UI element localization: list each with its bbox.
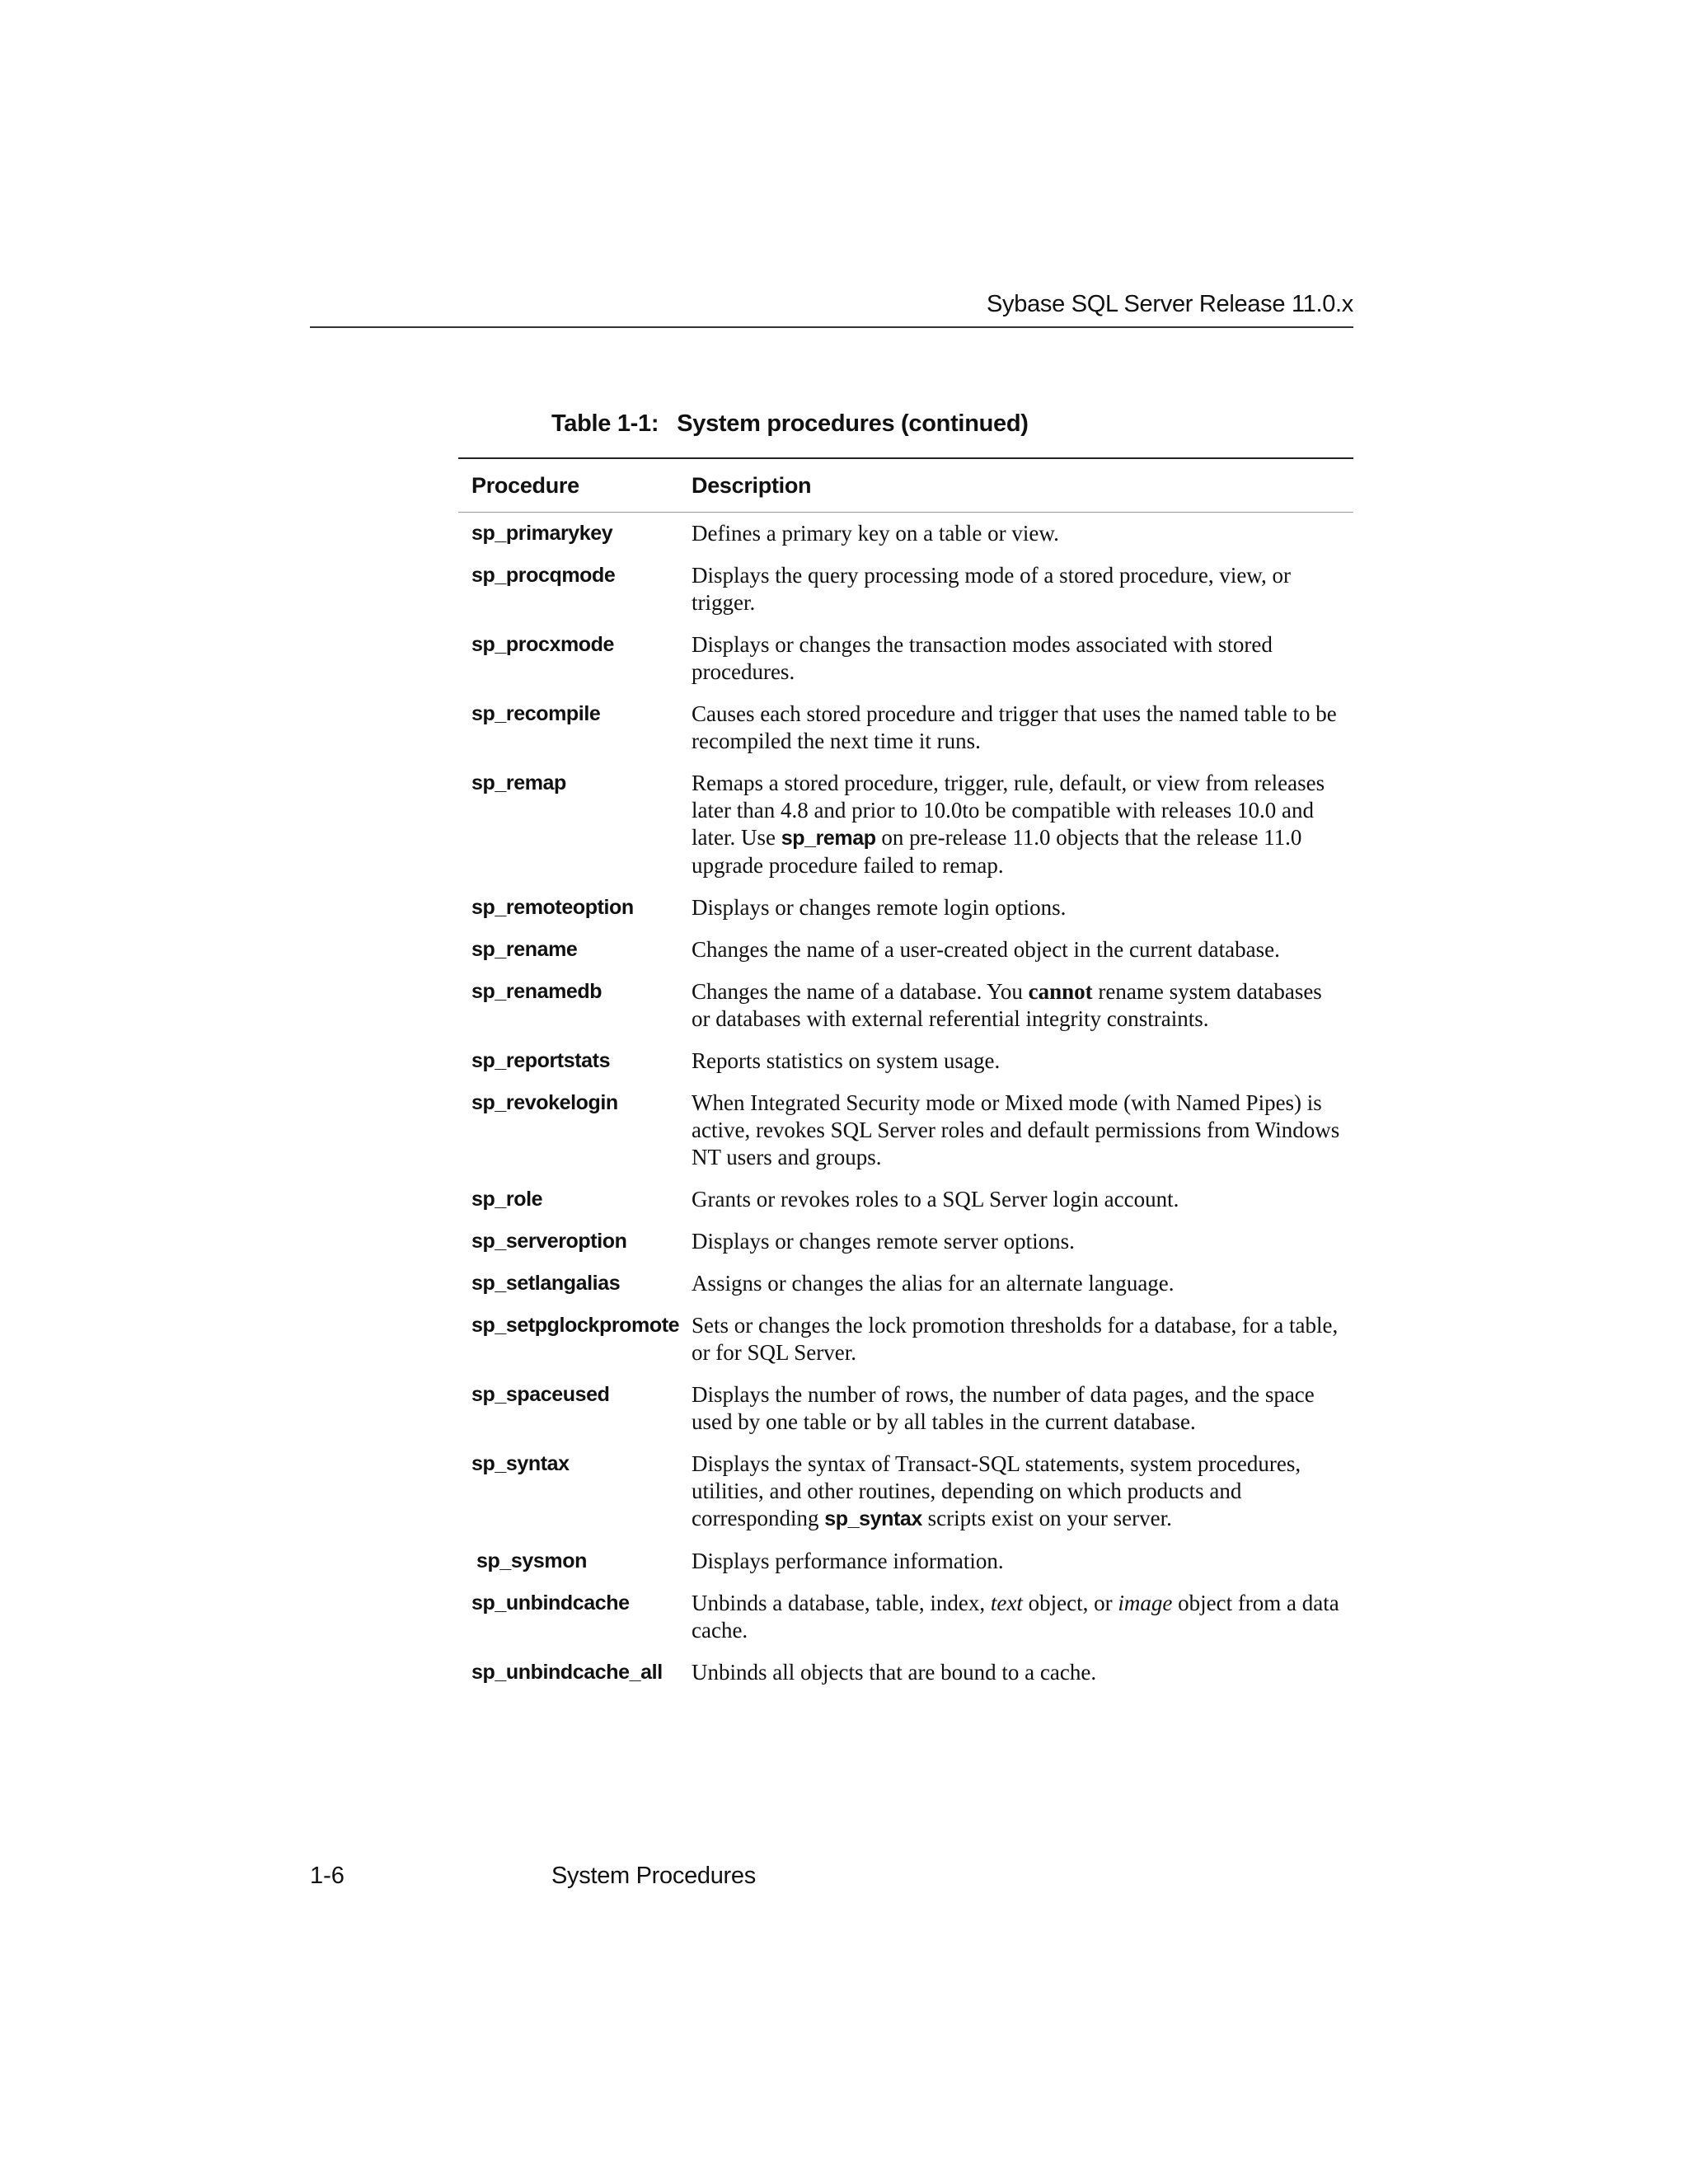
table-row — [458, 562, 1353, 616]
table-row — [458, 936, 1353, 963]
description-text: Displays or changes remote server options. — [692, 1229, 1075, 1254]
procedure-description — [692, 1451, 1353, 1533]
procedure-description — [692, 701, 1353, 755]
table-header-row — [458, 459, 1353, 513]
table-row — [458, 1548, 1353, 1575]
procedure-description — [692, 1381, 1353, 1436]
table-caption-label: Table 1-1: — [551, 410, 659, 437]
procedure-description — [692, 1548, 1353, 1575]
page-number: 1-6 — [310, 1863, 345, 1889]
emphasis-text: text — [990, 1591, 1023, 1615]
procedure-name: sp_spaceused — [471, 1383, 610, 1406]
procedure-name: sp_remap — [471, 771, 566, 794]
description-text: Displays or changes remote login options. — [692, 895, 1067, 920]
description-text: Unbinds all objects that are bound to a cache. — [692, 1660, 1097, 1685]
running-header: Sybase SQL Server Release 11.0.x — [987, 291, 1353, 317]
procedure-name: sp_unbindcache — [471, 1591, 630, 1615]
procedure-description — [692, 894, 1353, 921]
procedure-name: sp_remoteoption — [471, 896, 634, 919]
table-row — [458, 978, 1353, 1033]
procedure-name: sp_procxmode — [471, 633, 615, 656]
procedure-name: sp_role — [471, 1188, 543, 1211]
description-text: Sets or changes the lock promotion thresholds for a database, for a table, or for SQL Server. — [692, 1313, 1339, 1365]
table-row — [458, 1451, 1353, 1533]
table-row — [458, 1186, 1353, 1213]
description-text: Changes the name of a user-created object in the current database. — [692, 937, 1280, 962]
description-text: rename system databases or databases with external referential integrity constraints. — [692, 979, 1322, 1031]
procedure-description — [692, 770, 1353, 879]
procedure-name: sp_procqmode — [471, 564, 616, 587]
description-text: Grants or revokes roles to a SQL Server login account. — [692, 1187, 1179, 1212]
table-row — [458, 894, 1353, 921]
description-text: When Integrated Security mode or Mixed mode (with Named Pipes) is active, revokes SQL Server roles and default permissions from Windows NT users and groups. — [692, 1090, 1340, 1169]
procedure-description — [692, 1090, 1353, 1171]
table-row — [458, 1659, 1353, 1686]
description-text: Displays or changes the transaction modes associated with stored procedures. — [692, 632, 1273, 684]
table-row — [458, 1090, 1353, 1171]
table-row — [458, 1312, 1353, 1366]
footer-section-title: System Procedures — [551, 1863, 756, 1889]
table-row — [458, 631, 1353, 686]
procedure-name: sp_unbindcache_all — [471, 1661, 663, 1684]
emphasis-text: cannot — [1028, 979, 1093, 1004]
description-text: Remaps a stored procedure, trigger, rule, default, or view from releases later than 4.8 and prior to 10.0to be compatible with releases 10.0 and later. Use — [692, 771, 1325, 850]
procedure-name: sp_syntax — [471, 1452, 570, 1475]
procedure-description — [692, 1186, 1353, 1213]
procedure-name: sp_primarykey — [471, 522, 613, 545]
description-text: Changes the name of a database. You — [692, 979, 1029, 1004]
procedures-table — [458, 457, 1353, 1701]
description-text: Assigns or changes the alias for an alternate language. — [692, 1271, 1175, 1296]
table-caption-title: System procedures (continued) — [677, 410, 1029, 437]
column-header-procedure: Procedure — [471, 472, 579, 498]
procedure-description — [692, 936, 1353, 963]
description-text: Causes each stored procedure and trigger that uses the named table to be recompiled the next time it runs. — [692, 701, 1337, 753]
column-header-description: Description — [692, 472, 812, 498]
table-row — [458, 1381, 1353, 1436]
description-text: Displays the number of rows, the number of data pages, and the space used by one table or by all tables in the current database. — [692, 1382, 1315, 1434]
description-text: Displays performance information. — [692, 1549, 1004, 1573]
table-body — [458, 513, 1353, 1686]
description-text: Unbinds a database, table, index, — [692, 1591, 991, 1615]
procedure-name: sp_recompile — [471, 702, 601, 725]
description-text: object, or — [1022, 1591, 1118, 1615]
table-row — [458, 770, 1353, 879]
description-text: Displays the syntax of Transact-SQL statements, system procedures, utilities, and other routines, depending on which products and corresponding — [692, 1451, 1301, 1530]
description-text: scripts exist on your server. — [921, 1506, 1172, 1530]
procedure-description — [692, 1228, 1353, 1255]
procedure-name: sp_setlangalias — [471, 1272, 621, 1295]
description-text: Displays the query processing mode of a stored procedure, view, or trigger. — [692, 563, 1292, 615]
procedure-name: sp_serveroption — [471, 1230, 627, 1253]
inline-procedure-name: sp_remap — [781, 827, 876, 850]
procedure-description — [692, 1659, 1353, 1686]
description-text: object from a data cache. — [692, 1591, 1339, 1643]
procedure-name: sp_rename — [471, 938, 578, 961]
procedure-description — [692, 1270, 1353, 1297]
description-text: Defines a primary key on a table or view. — [692, 521, 1059, 546]
procedure-name: sp_revokelogin — [471, 1091, 618, 1114]
table-row — [458, 1590, 1353, 1644]
procedure-description — [692, 631, 1353, 686]
procedure-name: sp_reportstats — [471, 1049, 611, 1072]
procedure-description — [692, 520, 1353, 547]
procedure-description — [692, 1047, 1353, 1075]
table-row — [458, 520, 1353, 547]
procedure-description — [692, 1590, 1353, 1644]
table-row — [458, 1047, 1353, 1075]
table-row — [458, 701, 1353, 755]
header-rule — [310, 326, 1353, 328]
procedure-description — [692, 1312, 1353, 1366]
procedure-description — [692, 978, 1353, 1033]
procedure-name: sp_setpglockpromote — [471, 1314, 680, 1337]
description-text: on pre-release 11.0 objects that the release 11.0 upgrade procedure failed to remap. — [692, 825, 1302, 878]
inline-procedure-name: sp_syntax — [824, 1507, 922, 1530]
description-text: Reports statistics on system usage. — [692, 1048, 1001, 1073]
procedure-name: sp_sysmon — [476, 1549, 587, 1572]
procedure-description — [692, 562, 1353, 616]
table-row — [458, 1270, 1353, 1297]
table-row — [458, 1228, 1353, 1255]
table-caption — [551, 410, 1029, 438]
procedure-name: sp_renamedb — [471, 980, 603, 1003]
emphasis-text: image — [1118, 1591, 1173, 1615]
